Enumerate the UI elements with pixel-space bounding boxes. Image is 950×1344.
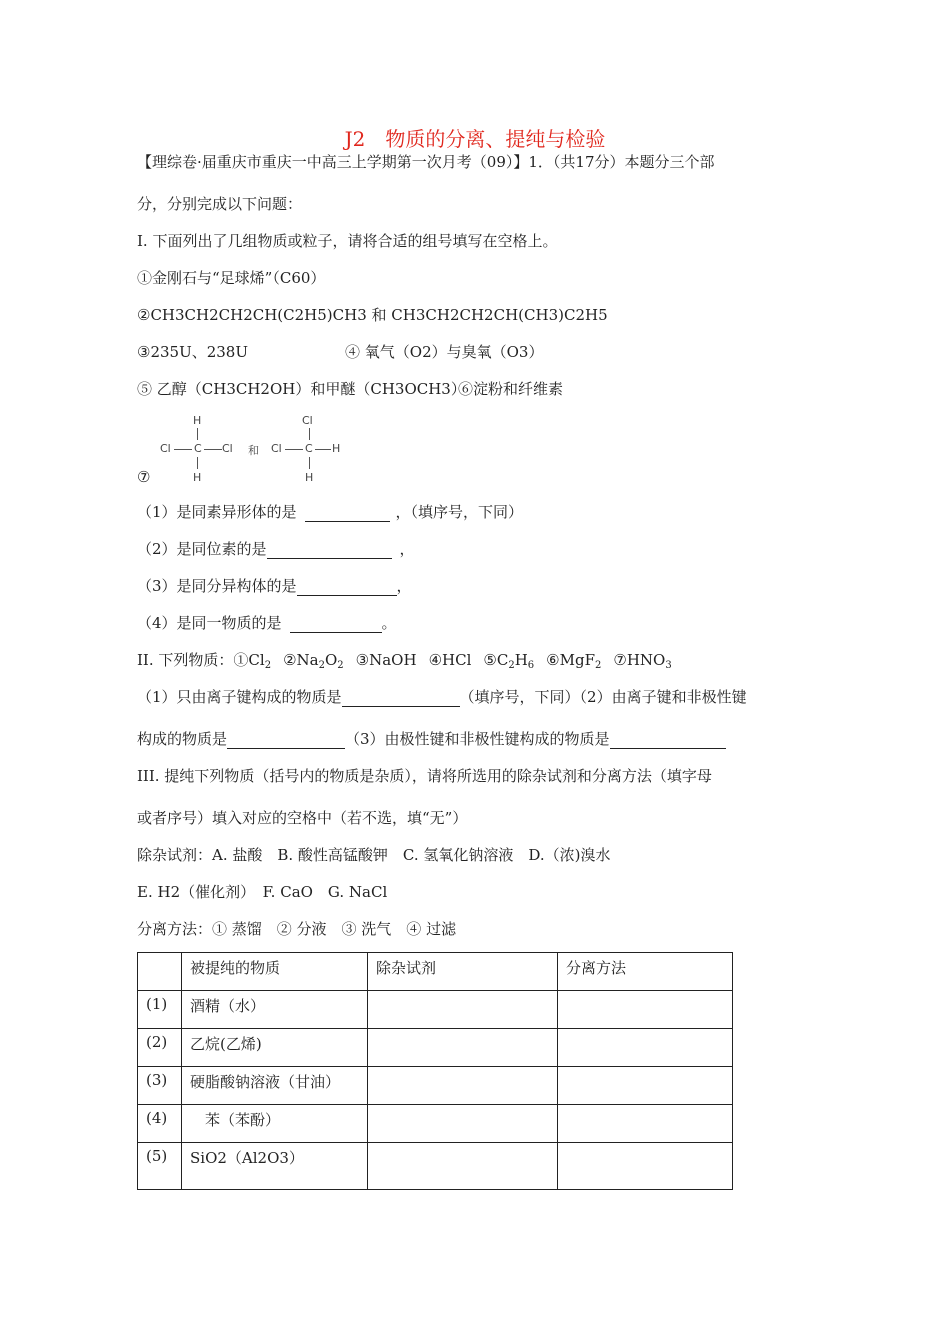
part1-item-5: ⑤ 乙醇（CH3CH2OH）和甲醚（CH3OCH3） — [137, 380, 466, 398]
row-number: (4) — [138, 1105, 182, 1143]
header-line-1: 【理综卷·届重庆市重庆一中高三上学期第一次月考（09）】1．（共17分）本题分三个部 — [137, 153, 715, 171]
part1-item-7: ⑦ — [137, 468, 151, 486]
table-row — [138, 1067, 733, 1105]
table-row — [138, 1105, 733, 1143]
and-label: 和 — [248, 444, 259, 457]
answer-blank[interactable] — [305, 505, 390, 522]
method-cell[interactable] — [558, 1105, 733, 1143]
row-number: (2) — [138, 1029, 182, 1067]
reagent-cell[interactable] — [368, 1029, 558, 1067]
reagent-cell[interactable] — [368, 991, 558, 1029]
atom-h-top: H — [193, 414, 202, 427]
table-header-row — [138, 953, 733, 991]
row-number: (5) — [138, 1143, 182, 1190]
answer-blank[interactable] — [267, 542, 392, 559]
table-header-cell: 被提纯的物质 — [182, 953, 368, 991]
atom-cl-right: Cl — [222, 442, 233, 455]
answer-blank[interactable] — [227, 732, 345, 749]
table-row — [138, 991, 733, 1029]
bond-line — [197, 457, 198, 469]
bond-line — [197, 428, 198, 440]
atom-h-bottom: H — [305, 471, 314, 484]
method-cell[interactable] — [558, 991, 733, 1029]
answer-blank[interactable] — [610, 732, 726, 749]
table-header-cell: 分离方法 — [558, 953, 733, 991]
question-2: （2）是同位素的是 ， — [137, 540, 415, 558]
part1-item-1: ①金刚石与“足球烯”（C60） — [137, 269, 326, 287]
reagent-list-2: E. H2（催化剂） F. CaO G. NaCl — [137, 883, 388, 901]
part1-intro: I. 下面列出了几组物质或粒子，请将合适的组号填写在空格上。 — [137, 232, 558, 250]
part2-question-line-2: 构成的物质是 （3）由极性键和非极性键构成的物质是 — [137, 729, 726, 749]
reagent-list-1: 除杂试剂：A. 盐酸 B. 酸性高锰酸钾 C. 氢氧化钠溶液 D.（浓)溴水 — [137, 846, 611, 864]
substance-cell: 乙烷(乙烯) — [182, 1029, 368, 1067]
question-4: （4）是同一物质的是 。 — [137, 614, 397, 632]
table-row — [138, 1143, 733, 1190]
substance-cell: 苯（苯酚） — [182, 1105, 368, 1143]
row-number: (1) — [138, 991, 182, 1029]
part2-question-line-1: （1）只由离子键构成的物质是 （填序号，下同）（2）由离子键和非极性键 — [137, 688, 747, 706]
part3-intro-1: III. 提纯下列物质（括号内的物质是杂质），请将所选用的除杂试剂和分离方法（填字母 — [137, 767, 712, 785]
purification-table — [137, 952, 733, 1190]
row-number: (3) — [138, 1067, 182, 1105]
reagent-cell[interactable] — [368, 1143, 558, 1190]
bond-line — [309, 457, 310, 469]
bond-line — [315, 449, 331, 450]
part3-intro-2: 或者序号）填入对应的空格中（若不选，填“无”） — [137, 809, 468, 827]
question-1: （1）是同素异形体的是 ，（填序号，下同） — [137, 503, 524, 521]
substance-cell: 酒精（水） — [182, 991, 368, 1029]
answer-blank[interactable] — [342, 690, 460, 707]
part1-item-3: ③235U、238U — [137, 343, 248, 361]
table-row — [138, 1029, 733, 1067]
method-cell[interactable] — [558, 1143, 733, 1190]
answer-blank[interactable] — [297, 579, 397, 596]
substance-cell: 硬脂酸钠溶液（甘油） — [182, 1067, 368, 1105]
method-cell[interactable] — [558, 1029, 733, 1067]
part1-item-2: ②CH3CH2CH2CH(C2H5)CH3 和 CH3CH2CH2CH(CH3)C2H5 — [137, 306, 608, 324]
atom-cl-top: Cl — [302, 414, 313, 427]
method-list: 分离方法：① 蒸馏 ② 分液 ③ 洗气 ④ 过滤 — [137, 920, 457, 938]
atom-cl-left: Cl — [271, 442, 282, 455]
question-3: （3）是同分异构体的是 ， — [137, 577, 412, 595]
answer-blank[interactable] — [290, 616, 382, 633]
reagent-cell[interactable] — [368, 1067, 558, 1105]
method-cell[interactable] — [558, 1067, 733, 1105]
bond-line — [309, 428, 310, 440]
page-title: J2 物质的分离、提纯与检验 — [344, 127, 606, 151]
reagent-cell[interactable] — [368, 1105, 558, 1143]
part1-item-4: ④ 氧气（O2）与臭氧（O3） — [345, 343, 544, 361]
atom-h-right: H — [332, 442, 341, 455]
bond-line — [174, 449, 192, 450]
table-header-cell — [138, 953, 182, 991]
table-header-cell: 除杂试剂 — [368, 953, 558, 991]
header-line-2: 分，分别完成以下问题： — [137, 195, 303, 213]
bond-line — [204, 449, 222, 450]
atom-c: C — [194, 442, 202, 455]
part2-substances: II. 下列物质：$①Cl_2$ $②Na_2O_2$ ③NaOH ④HCl $⑤C_2H_6$ ⑥MgF$_2$ $⑦HNO_3$ — [137, 651, 672, 671]
atom-cl-left: Cl — [160, 442, 171, 455]
part1-item-6: ⑥淀粉和纤维素 — [458, 380, 564, 398]
atom-c: C — [305, 442, 313, 455]
atom-h-bottom: H — [193, 471, 202, 484]
substance-cell: SiO2（Al2O3） — [182, 1143, 368, 1190]
bond-line — [285, 449, 303, 450]
